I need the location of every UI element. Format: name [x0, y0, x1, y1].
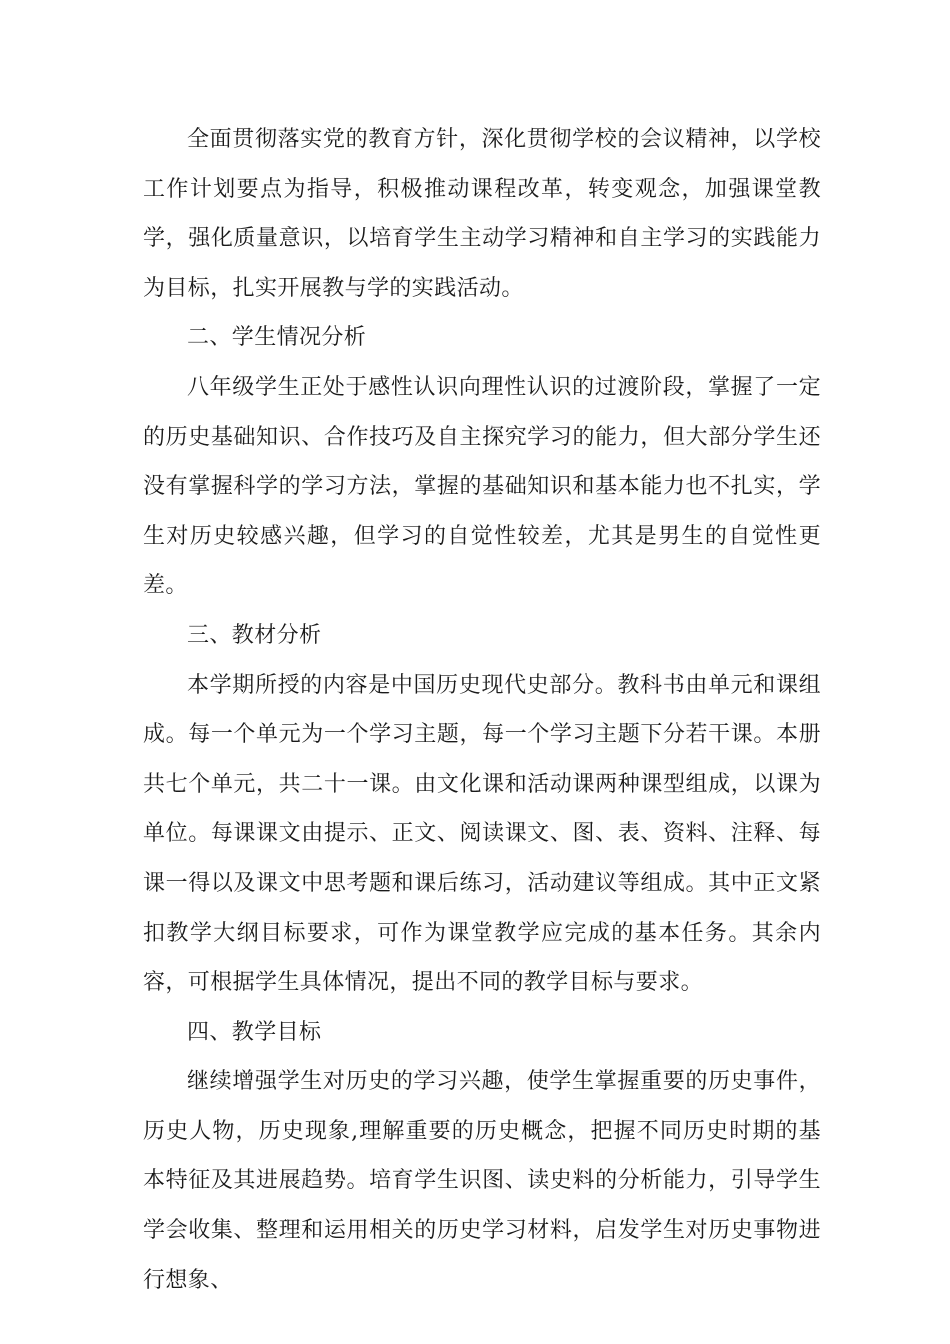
heading-student-analysis: 二、学生情况分析	[187, 325, 367, 351]
paragraph-student-analysis: 八年级学生正处于感性认识向理性认识的过渡阶段，掌握了一定的历史基础知识、合作技巧及自主探究学习的能力，但大部分学生还没有掌握科学的学习方法，掌握的基础知识和基本能力也不扎实，学生对历史较感兴趣，但学习的自觉性较差，尤其是男生的自觉性更差。	[143, 374, 821, 599]
paragraph-textbook-analysis: 本学期所授的内容是中国历史现代史部分。教科书由单元和课组成。每一个单元为一个学习主题，每一个学习主题下分若干课。本册共七个单元，共二十一课。由文化课和活动课两种课型组成，以课为单位。每课课文由提示、正文、阅读课文、图、表、资料、注释、每课一得以及课文中思考题和课后练习，活动建议等组成。其中正文紧扣教学大纲目标要求，可作为课堂教学应完成的基本任务。其余内容，可根据学生具体情况，提出不同的教学目标与要求。	[143, 672, 821, 996]
document-body	[143, 115, 821, 1305]
heading-teaching-goals: 四、教学目标	[187, 1019, 322, 1045]
paragraph-guiding-principle: 全面贯彻落实党的教育方针，深化贯彻学校的会议精神，以学校工作计划要点为指导，积极推动课程改革，转变观念，加强课堂教学，强化质量意识，以培育学生主动学习精神和自主学习的实践能力为目标，扎实开展教与学的实践活动。	[143, 127, 821, 301]
heading-textbook-analysis: 三、教材分析	[187, 622, 322, 648]
paragraph-teaching-goals: 继续增强学生对历史的学习兴趣，使学生掌握重要的历史事件，历史人物，历史现象,理解重要的历史概念，把握不同历史时期的基本特征及其进展趋势。培育学生识图、读史料的分析能力，引导学生学会收集、整理和运用相关的历史学习材料，启发学生对历史事物进行想象、	[143, 1069, 821, 1293]
